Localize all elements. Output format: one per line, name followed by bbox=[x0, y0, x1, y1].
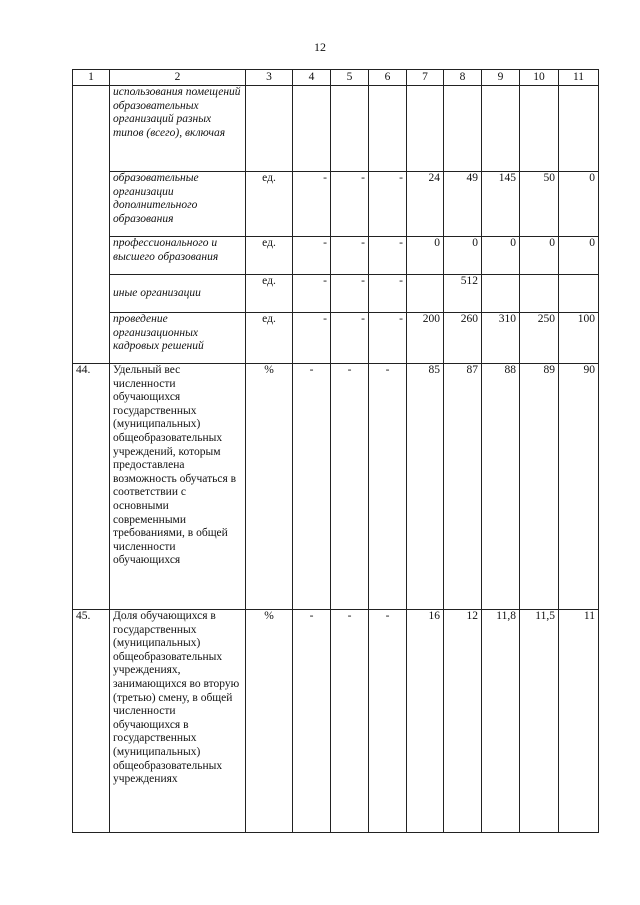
unit-cell: % bbox=[246, 610, 293, 833]
table-row bbox=[73, 237, 599, 275]
value-cell: - bbox=[331, 172, 369, 237]
unit-cell bbox=[246, 86, 293, 172]
col-header: 1 bbox=[73, 70, 110, 86]
table-row bbox=[73, 86, 599, 172]
value-cell bbox=[369, 86, 407, 172]
value-cell: 50 bbox=[520, 172, 559, 237]
value-cell: - bbox=[293, 275, 331, 313]
table-row bbox=[73, 275, 599, 313]
value-cell: - bbox=[331, 610, 369, 833]
value-cell: 0 bbox=[559, 172, 599, 237]
value-cell bbox=[520, 86, 559, 172]
value-cell: 16 bbox=[407, 610, 444, 833]
value-cell: 90 bbox=[559, 364, 599, 610]
value-cell: 0 bbox=[482, 237, 520, 275]
col-header: 2 bbox=[110, 70, 246, 86]
table-row bbox=[73, 313, 599, 364]
value-cell: - bbox=[293, 237, 331, 275]
page-number: 12 bbox=[314, 40, 326, 54]
value-cell bbox=[407, 86, 444, 172]
value-cell: - bbox=[331, 364, 369, 610]
value-cell bbox=[444, 86, 482, 172]
indicator-cell: образовательные организации дополнительного образования bbox=[110, 172, 246, 237]
value-cell bbox=[482, 86, 520, 172]
row-number-cell bbox=[73, 86, 110, 364]
value-cell: - bbox=[293, 364, 331, 610]
value-cell: - bbox=[369, 610, 407, 833]
col-header: 9 bbox=[482, 70, 520, 86]
row-number-cell: 44. bbox=[73, 364, 110, 610]
value-cell: - bbox=[369, 364, 407, 610]
col-header: 11 bbox=[559, 70, 599, 86]
table-row bbox=[73, 610, 599, 833]
col-header: 10 bbox=[520, 70, 559, 86]
indicator-cell: использования помещений образовательных организаций разных типов (всего), включая bbox=[110, 86, 246, 172]
value-cell: - bbox=[369, 313, 407, 364]
value-cell: 310 bbox=[482, 313, 520, 364]
col-header: 6 bbox=[369, 70, 407, 86]
table-row bbox=[73, 364, 599, 610]
value-cell: 11,5 bbox=[520, 610, 559, 833]
value-cell bbox=[331, 86, 369, 172]
unit-cell: ед. bbox=[246, 237, 293, 275]
value-cell: 11 bbox=[559, 610, 599, 833]
value-cell: 11,8 bbox=[482, 610, 520, 833]
col-header: 4 bbox=[293, 70, 331, 86]
value-cell: 100 bbox=[559, 313, 599, 364]
value-cell: 89 bbox=[520, 364, 559, 610]
value-cell: 85 bbox=[407, 364, 444, 610]
row-number-cell: 45. bbox=[73, 610, 110, 833]
unit-cell: ед. bbox=[246, 172, 293, 237]
value-cell: 49 bbox=[444, 172, 482, 237]
value-cell: 88 bbox=[482, 364, 520, 610]
value-cell: 87 bbox=[444, 364, 482, 610]
value-cell: 0 bbox=[444, 237, 482, 275]
value-cell bbox=[520, 275, 559, 313]
col-header: 7 bbox=[407, 70, 444, 86]
value-cell bbox=[559, 275, 599, 313]
value-cell: 145 bbox=[482, 172, 520, 237]
indicator-cell: профессионального и высшего образования bbox=[110, 237, 246, 275]
value-cell: 0 bbox=[407, 237, 444, 275]
value-cell: - bbox=[293, 313, 331, 364]
indicator-cell: проведение организационных кадровых решений bbox=[110, 313, 246, 364]
unit-cell: ед. bbox=[246, 313, 293, 364]
header-row bbox=[73, 70, 599, 86]
value-cell: - bbox=[369, 172, 407, 237]
value-cell: 200 bbox=[407, 313, 444, 364]
indicator-cell: Удельный вес численности обучающихся государственных (муниципальных) общеобразовательных учреждений, которым предоставлена возможность обучаться в соответствии с основными современными требованиями, в общей численности обучающихся bbox=[110, 364, 246, 610]
value-cell: - bbox=[369, 275, 407, 313]
value-cell: 512 bbox=[444, 275, 482, 313]
value-cell: 24 bbox=[407, 172, 444, 237]
value-cell bbox=[407, 275, 444, 313]
value-cell bbox=[482, 275, 520, 313]
indicator-cell: иные организации bbox=[110, 275, 246, 313]
value-cell: 0 bbox=[520, 237, 559, 275]
value-cell: - bbox=[331, 313, 369, 364]
unit-cell: ед. bbox=[246, 275, 293, 313]
value-cell: 250 bbox=[520, 313, 559, 364]
col-header: 8 bbox=[444, 70, 482, 86]
value-cell: - bbox=[293, 610, 331, 833]
indicators-table bbox=[72, 69, 599, 833]
unit-cell: % bbox=[246, 364, 293, 610]
value-cell: - bbox=[293, 172, 331, 237]
value-cell bbox=[293, 86, 331, 172]
value-cell: 12 bbox=[444, 610, 482, 833]
indicator-cell: Доля обучающихся в государственных (муниципальных) общеобразовательных учреждениях, занимающихся во вторую (третью) смену, в общей численности обучающихся в государственных (муниципальных) общеобразовательных учреждениях bbox=[110, 610, 246, 833]
value-cell: - bbox=[331, 237, 369, 275]
value-cell: 0 bbox=[559, 237, 599, 275]
value-cell: - bbox=[369, 237, 407, 275]
table-row bbox=[73, 172, 599, 237]
value-cell bbox=[559, 86, 599, 172]
value-cell: 260 bbox=[444, 313, 482, 364]
col-header: 3 bbox=[246, 70, 293, 86]
col-header: 5 bbox=[331, 70, 369, 86]
value-cell: - bbox=[331, 275, 369, 313]
